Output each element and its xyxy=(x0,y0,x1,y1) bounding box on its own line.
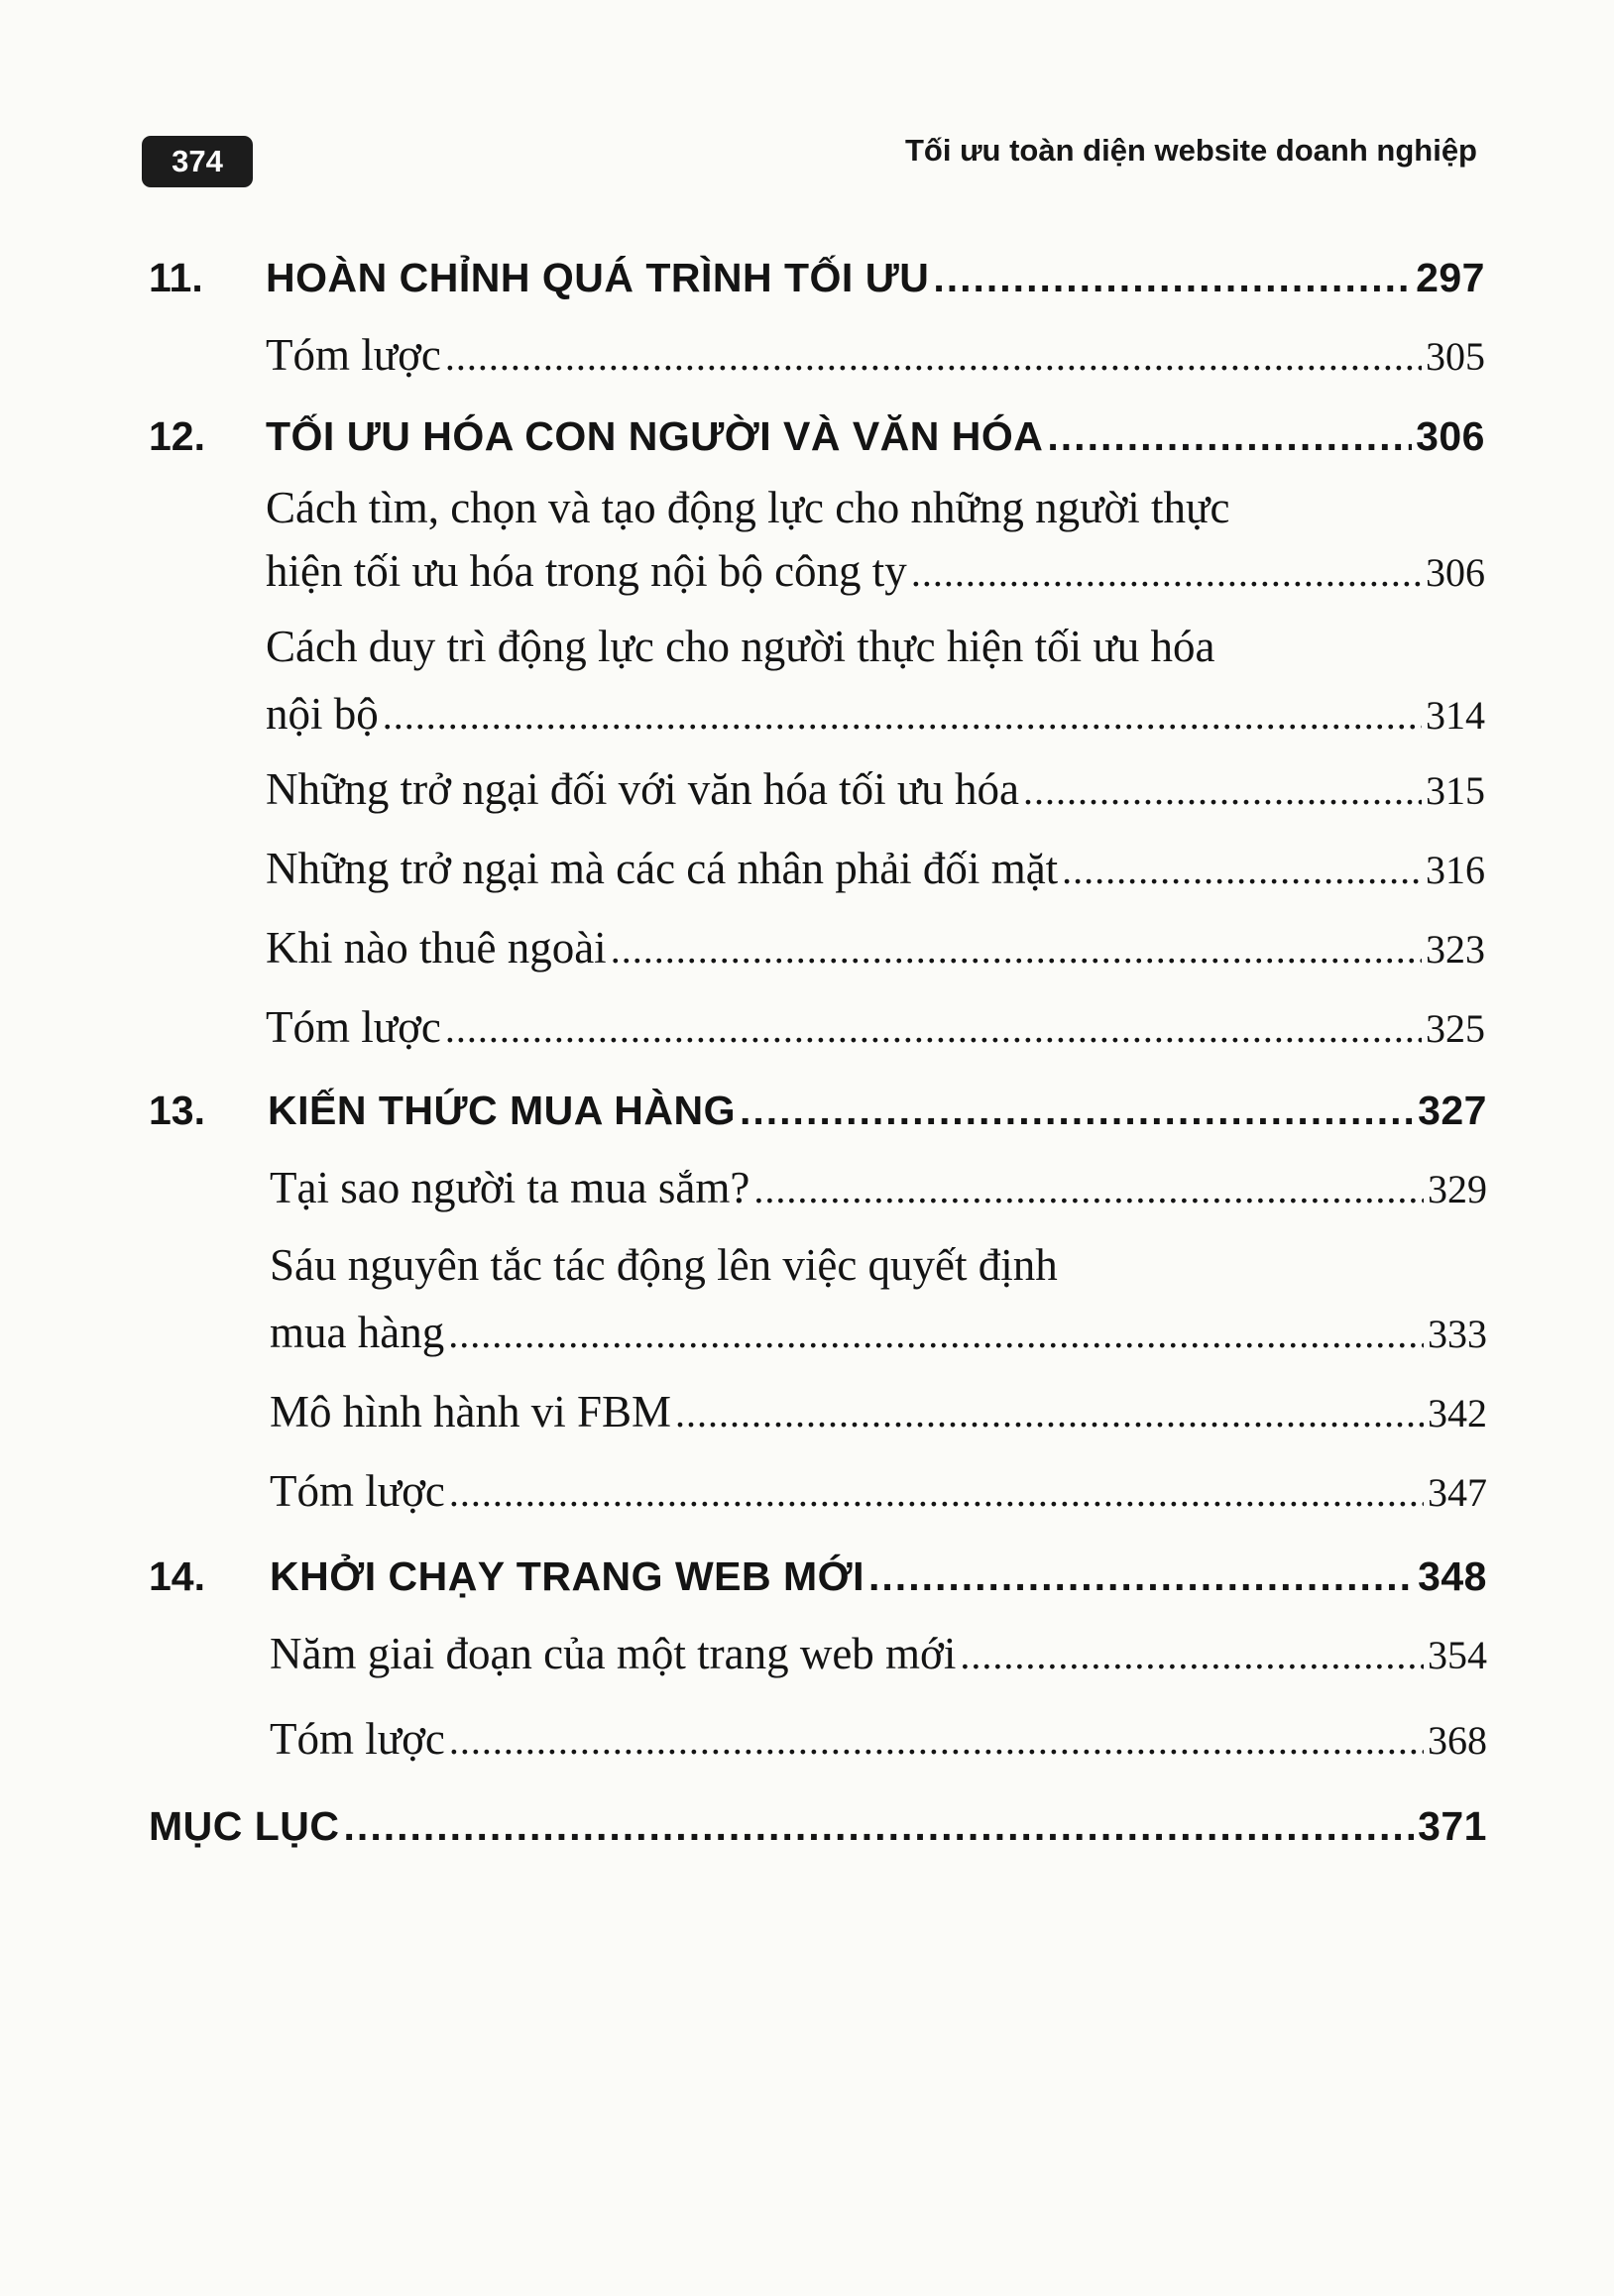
section-page: 305 xyxy=(1426,334,1485,379)
chapter-page: 297 xyxy=(1416,255,1485,300)
section-page: 333 xyxy=(1428,1312,1487,1356)
dot-leader xyxy=(1047,406,1412,466)
dot-leader xyxy=(675,1384,1424,1443)
toc-section-line1[interactable] xyxy=(0,1235,1614,1295)
dot-leader xyxy=(344,1796,1415,1856)
chapter-title: KIẾN THỨC MUA HÀNG xyxy=(268,1088,736,1133)
chapter-page: 327 xyxy=(1418,1088,1487,1133)
section-page: 323 xyxy=(1426,927,1485,972)
section-title: Tại sao người ta mua sắm? xyxy=(270,1163,750,1212)
section-page: 368 xyxy=(1428,1718,1487,1763)
toc-chapter-12[interactable] xyxy=(0,406,1614,466)
chapter-number: 12. xyxy=(149,413,205,459)
dot-leader xyxy=(868,1547,1414,1606)
dot-leader xyxy=(960,1626,1424,1685)
section-title: Tóm lược xyxy=(270,1466,445,1516)
dot-leader xyxy=(383,686,1422,746)
toc-section[interactable] xyxy=(0,684,1614,744)
toc-section[interactable] xyxy=(0,1624,1614,1683)
section-page: 342 xyxy=(1428,1391,1487,1435)
toc-section[interactable] xyxy=(0,325,1614,385)
chapter-number: 11. xyxy=(149,255,203,300)
section-title: hiện tối ưu hóa trong nội bộ công ty xyxy=(266,546,907,596)
dot-leader xyxy=(933,248,1412,307)
toc-chapter-11[interactable] xyxy=(0,248,1614,307)
toc-index-entry[interactable] xyxy=(0,1796,1614,1856)
section-page: 347 xyxy=(1428,1470,1487,1515)
section-title: Tóm lược xyxy=(266,330,441,380)
toc-section[interactable] xyxy=(0,759,1614,819)
toc-section[interactable] xyxy=(0,997,1614,1057)
toc-chapter-13[interactable] xyxy=(0,1081,1614,1140)
dot-leader xyxy=(1023,761,1422,821)
section-title: nội bộ xyxy=(266,689,379,739)
dot-leader xyxy=(448,1305,1424,1364)
dot-leader xyxy=(911,543,1422,603)
dot-leader xyxy=(449,1463,1424,1523)
toc-section[interactable] xyxy=(0,1303,1614,1362)
toc-section[interactable] xyxy=(0,1158,1614,1217)
dot-leader xyxy=(611,920,1422,979)
toc-section-line1[interactable] xyxy=(0,478,1614,537)
section-page: 306 xyxy=(1426,550,1485,595)
section-page: 315 xyxy=(1426,768,1485,813)
section-page: 325 xyxy=(1426,1006,1485,1051)
dot-leader xyxy=(740,1081,1414,1140)
toc-section-line1[interactable] xyxy=(0,617,1614,676)
section-title: Tóm lược xyxy=(266,1002,441,1052)
section-page: 314 xyxy=(1426,693,1485,738)
dot-leader xyxy=(445,327,1422,387)
toc-section[interactable] xyxy=(0,918,1614,977)
dot-leader xyxy=(449,1711,1424,1771)
chapter-number: 14. xyxy=(149,1553,205,1599)
running-title: Tối ưu toàn diện website doanh nghiệp xyxy=(905,133,1477,168)
section-title: Khi nào thuê ngoài xyxy=(266,923,607,973)
section-title: Những trở ngại đối với văn hóa tối ưu hóa xyxy=(266,764,1020,814)
chapter-title: TỐI ƯU HÓA CON NGƯỜI VÀ VĂN HÓA xyxy=(266,413,1044,459)
toc-section[interactable] xyxy=(0,1709,1614,1769)
section-page: 316 xyxy=(1426,848,1485,892)
index-page: 371 xyxy=(1418,1803,1487,1849)
section-title: Những trở ngại mà các cá nhân phải đối mặt xyxy=(266,844,1059,893)
section-page: 354 xyxy=(1428,1633,1487,1677)
dot-leader xyxy=(445,999,1422,1059)
section-page: 329 xyxy=(1428,1167,1487,1211)
page-number-badge: 374 xyxy=(142,136,253,187)
section-title-line1: Cách duy trì động lực cho người thực hiện tối ưu hóa xyxy=(266,622,1215,671)
chapter-number: 13. xyxy=(149,1088,205,1133)
chapter-page: 306 xyxy=(1416,413,1485,459)
dot-leader xyxy=(753,1160,1424,1219)
section-title-line1: Sáu nguyên tắc tác động lên việc quyết định xyxy=(270,1240,1058,1290)
index-title: MỤC LỤC xyxy=(149,1803,340,1849)
toc-section[interactable] xyxy=(0,839,1614,898)
toc-section[interactable] xyxy=(0,1461,1614,1521)
section-title: mua hàng xyxy=(270,1308,445,1357)
toc-section[interactable] xyxy=(0,541,1614,601)
chapter-title: KHỞI CHẠY TRANG WEB MỚI xyxy=(270,1553,865,1599)
section-title-line1: Cách tìm, chọn và tạo động lực cho những người thực xyxy=(266,483,1230,532)
section-title: Tóm lược xyxy=(270,1714,445,1764)
chapter-page: 348 xyxy=(1418,1553,1487,1599)
toc-chapter-14[interactable] xyxy=(0,1547,1614,1606)
section-title: Mô hình hành vi FBM xyxy=(270,1387,672,1436)
toc-section[interactable] xyxy=(0,1382,1614,1441)
chapter-title: HOÀN CHỈNH QUÁ TRÌNH TỐI ƯU xyxy=(266,255,930,300)
section-title: Năm giai đoạn của một trang web mới xyxy=(270,1629,957,1678)
dot-leader xyxy=(1062,841,1422,900)
